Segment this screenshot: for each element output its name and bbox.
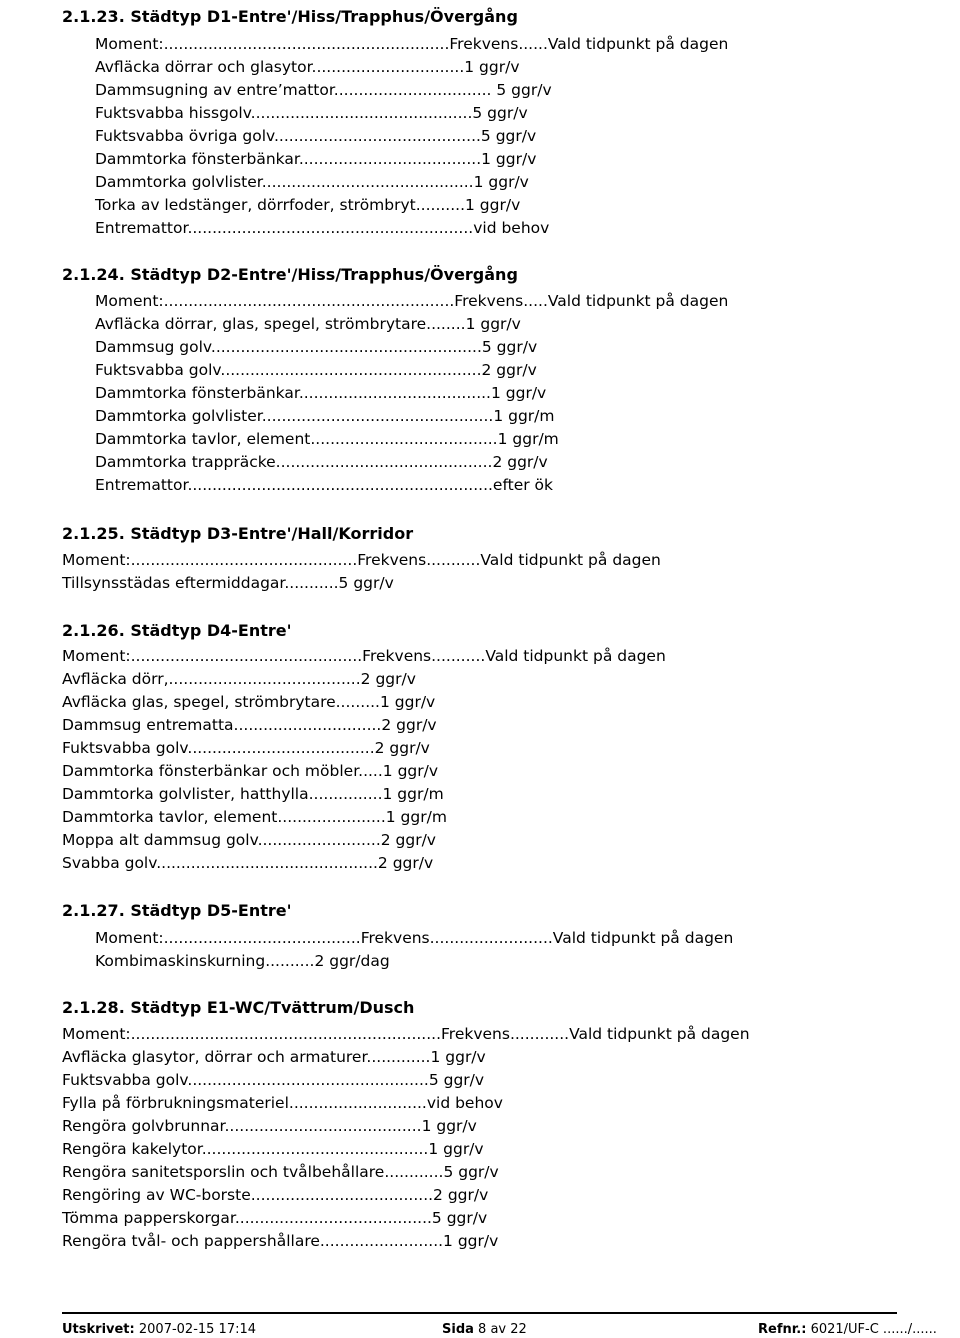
task-line: Rengöra sanitetsporslin och tvålbehållare............5 ggr/v: [62, 1163, 499, 1181]
footer-printed: [62, 1322, 256, 1338]
moment-header-line: Moment:...............................................................Frekvens............Vald tidpunkt på dagen: [62, 1025, 750, 1043]
moment-header-line: Moment:..............................................Frekvens...........Vald tidpunkt på dagen: [62, 551, 661, 569]
task-line: Tömma papperskorgar........................................5 ggr/v: [62, 1209, 488, 1227]
moment-header-line: Moment:...............................................Frekvens...........Vald tidpunkt på dagen: [62, 647, 666, 665]
moment-header-line: Moment:........................................Frekvens.........................Vald tidpunkt på dagen: [95, 929, 734, 947]
task-line: Fuktsvabba golv.................................................5 ggr/v: [62, 1071, 485, 1089]
section-heading: 2.1.26. Städtyp D4-Entre': [62, 621, 292, 640]
task-line: Avfläcka dörr,.......................................2 ggr/v: [62, 670, 416, 688]
footer-printed-value: 2007-02-15 17:14: [138, 1322, 257, 1337]
footer-page: [442, 1322, 527, 1338]
task-line: Torka av ledstänger, dörrfoder, strömbryt..........1 ggr/v: [95, 196, 521, 214]
section-heading: 2.1.24. Städtyp D2-Entre'/Hiss/Trapphus/Övergång: [62, 265, 518, 284]
task-line: Dammsug entrematta..............................2 ggr/v: [62, 716, 437, 734]
task-line: Rengöra tvål- och pappershållare.........................1 ggr/v: [62, 1232, 499, 1250]
task-line: Dammtorka golvlister, hatthylla...............1 ggr/m: [62, 785, 444, 803]
task-line: Fuktsvabba golv......................................2 ggr/v: [62, 739, 430, 757]
footer-ref: [758, 1322, 937, 1338]
footer-page-label: Sida: [442, 1322, 474, 1337]
task-line: Fuktsvabba golv.....................................................2 ggr/v: [95, 361, 537, 379]
section-heading: 2.1.28. Städtyp E1-WC/Tvättrum/Dusch: [62, 998, 415, 1017]
task-line: Svabba golv.............................................2 ggr/v: [62, 854, 434, 872]
task-line: Avfläcka dörrar och glasytor...............................1 ggr/v: [95, 58, 520, 76]
task-line: Dammtorka fönsterbänkar och möbler.....1 ggr/v: [62, 762, 439, 780]
footer-divider: [62, 1312, 897, 1314]
task-line: Dammsug golv.......................................................5 ggr/v: [95, 338, 538, 356]
task-line: Avfläcka glasytor, dörrar och armaturer.............1 ggr/v: [62, 1048, 486, 1066]
section-heading: 2.1.25. Städtyp D3-Entre'/Hall/Korridor: [62, 524, 414, 543]
task-line: Dammtorka tavlor, element......................................1 ggr/m: [95, 430, 559, 448]
task-line: Avfläcka dörrar, glas, spegel, strömbrytare........1 ggr/v: [95, 315, 521, 333]
task-line: Dammtorka golvlister...........................................1 ggr/v: [95, 173, 529, 191]
task-line: Avfläcka glas, spegel, strömbrytare.........1 ggr/v: [62, 693, 436, 711]
footer-page-value: 8 av 22: [478, 1322, 527, 1337]
task-line: Tillsynsstädas eftermiddagar...........5 ggr/v: [62, 574, 394, 592]
footer-ref-label: Refnr.:: [758, 1322, 807, 1337]
task-line: Entremattor..........................................................vid behov: [95, 219, 550, 237]
task-line: Rengöra kakelytor..............................................1 ggr/v: [62, 1140, 484, 1158]
moment-header-line: Moment:...........................................................Frekvens.....Vald tidpunkt på dagen: [95, 292, 729, 310]
task-line: Rengöra golvbrunnar........................................1 ggr/v: [62, 1117, 477, 1135]
task-line: Moppa alt dammsug golv.........................2 ggr/v: [62, 831, 436, 849]
task-line: Dammtorka fönsterbänkar.....................................1 ggr/v: [95, 150, 537, 168]
footer-printed-label: Utskrivet:: [62, 1322, 135, 1337]
section-heading: 2.1.27. Städtyp D5-Entre': [62, 901, 292, 920]
task-line: Rengöring av WC-borste.....................................2 ggr/v: [62, 1186, 489, 1204]
task-line: Dammsugning av entre’mattor................................ 5 ggr/v: [95, 81, 552, 99]
task-line: Fuktsvabba övriga golv..........................................5 ggr/v: [95, 127, 537, 145]
task-line: Dammtorka trappräcke............................................2 ggr/v: [95, 453, 548, 471]
task-line: Dammtorka tavlor, element......................1 ggr/m: [62, 808, 447, 826]
task-line: Kombimaskinskurning..........2 ggr/dag: [95, 952, 390, 970]
moment-header-line: Moment:..........................................................Frekvens......Vald tidpunkt på dagen: [95, 35, 729, 53]
footer-ref-value: 6021/UF-C ....../......: [810, 1322, 937, 1337]
task-line: Fylla på förbrukningsmateriel............................vid behov: [62, 1094, 503, 1112]
task-line: Dammtorka fönsterbänkar.......................................1 ggr/v: [95, 384, 547, 402]
task-line: Entremattor..............................................................efter ök: [95, 476, 554, 494]
task-line: Fuktsvabba hissgolv.............................................5 ggr/v: [95, 104, 528, 122]
task-line: Dammtorka golvlister...............................................1 ggr/m: [95, 407, 555, 425]
section-heading: 2.1.23. Städtyp D1-Entre'/Hiss/Trapphus/Övergång: [62, 7, 518, 26]
